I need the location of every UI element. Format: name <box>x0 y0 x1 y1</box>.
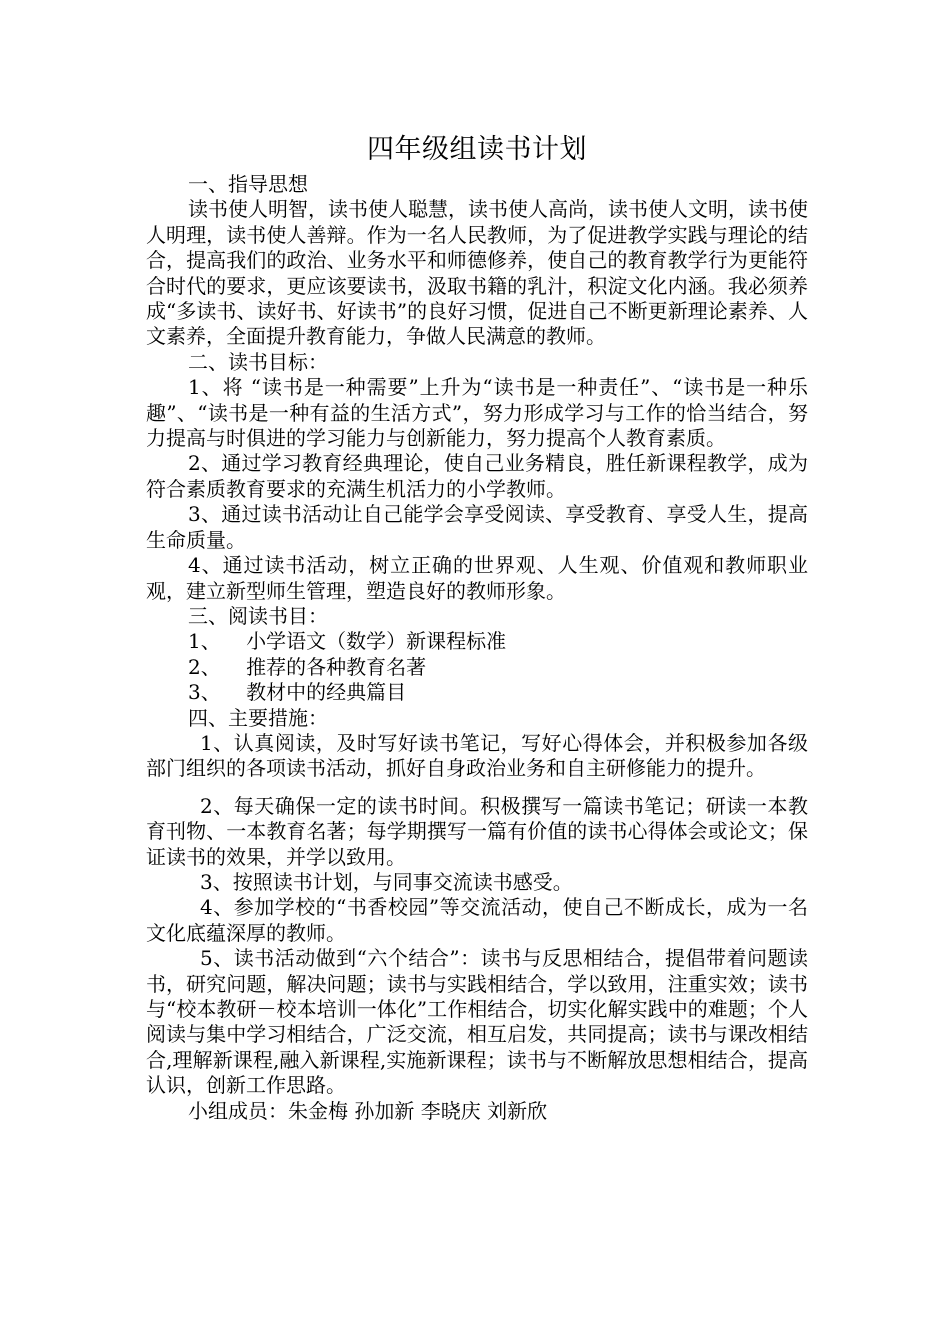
document-title: 四年级组读书计划 <box>367 134 587 165</box>
measure-item-3: 3、按照读书计划，与同事交流读书感受。 <box>200 869 573 894</box>
goals-heading: 二、读书目标： <box>188 349 328 374</box>
goal-item-1: 1、将 “读书是一种需要”上升为“读书是一种责任”、“读书是一种乐趣”、“读书是一种有益的生活方式”，努力形成学习与工作的恰当结合，努力提高与时俱进的学习能力与创新能力，努力提高个人教育素质。 <box>146 375 808 451</box>
group-members: 小组成员：朱金梅 孙加新 李晓庆 刘新欣 <box>188 1098 548 1123</box>
goal-item-3: 3、通过读书活动让自己能学会享受阅读、享受教育、享受人生，提高生命质量。 <box>146 502 808 552</box>
measure-item-1: 1、认真阅读，及时写好读书笔记，写好心得体会，并积极参加各级部门组织的各项读书活动，抓好自身政治业务和自主研修能力的提升。 <box>146 730 808 781</box>
book-item-1: 1、 小学语文（数学）新课程标准 <box>188 629 507 654</box>
measure-item-4: 4、参加学校的“书香校园”等交流活动，使自己不断成长，成为一名文化底蕴深厚的教师。 <box>146 895 808 945</box>
book-item-3: 3、 教材中的经典篇目 <box>188 680 407 705</box>
books-heading: 三、阅读书目： <box>188 603 328 628</box>
goal-item-2: 2、通过学习教育经典理论，使自己业务精良，胜任新课程教学，成为符合素质教育要求的充满生机活力的小学教师。 <box>146 451 808 501</box>
guiding-heading: 一、指导思想 <box>188 172 308 196</box>
book-item-2: 2、 推荐的各种教育名著 <box>188 654 427 679</box>
guiding-paragraph: 读书使人明智，读书使人聪慧，读书使人高尚，读书使人文明，读书使人明理，读书使人善辩。作为一名人民教师，为了促进教学实践与理论的结合，提高我们的政治、业务水平和师德修养，使自己的教育教学行为更能符合时代的要求，更应该要读书，汲取书籍的乳汁，积淀文化内涵。我必须养成“多读书、读好书、好读书”的良好习惯，促进自己不断更新理论素养、人文素养，全面提升教育能力，争做人民满意的教师。 <box>146 197 808 349</box>
measure-item-2: 2、每天确保一定的读书时间。积极撰写一篇读书笔记；研读一本教育刊物、一本教育名著；每学期撰写一篇有价值的读书心得体会或论文；保证读书的效果，并学以致用。 <box>146 793 808 869</box>
document-content <box>146 128 808 1124</box>
measures-heading: 四、主要措施： <box>188 705 328 730</box>
measure-item-5: 5、读书活动做到“六个结合”：读书与反思相结合，提倡带着问题读书，研究问题，解决问题；读书与实践相结合，学以致用，注重实效；读书与“校本教研－校本培训一体化”工作相结合，切实化解实践中的难题；个人阅读与集中学习相结合，广泛交流，相互启发，共同提高；读书与课改相结合,理解新课程,融入新课程,实施新课程；读书与不断解放思想相结合，提高认识，创新工作思路。 <box>146 946 808 1098</box>
goal-item-4: 4、通过读书活动，树立正确的世界观、人生观、价值观和教师职业观，建立新型师生管理，塑造良好的教师形象。 <box>146 553 808 603</box>
